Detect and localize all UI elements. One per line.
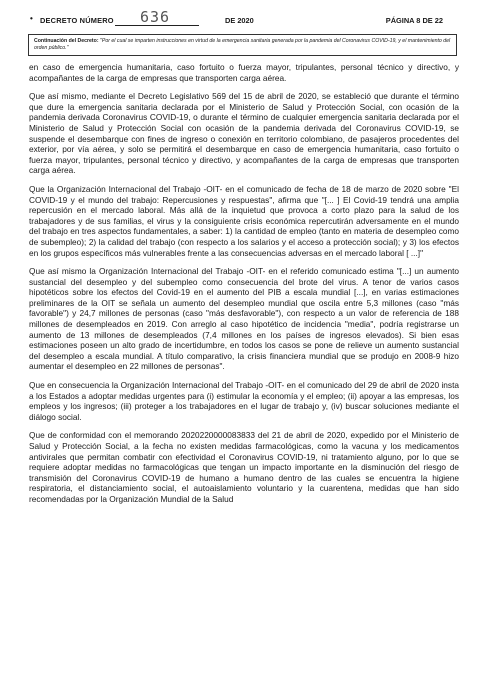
decree-year: DE 2020 — [225, 16, 254, 25]
paragraph: Que la Organización Internacional del Trabajo -OIT- en el comunicado de fecha de 18 de marzo de 2020 sobre "El COVID-19 y el mundo del trabajo: Repercusiones y respuestas", afirma que "[... ] El Covid-19 tendrá una amplia repercusión en el mercado laboral. Más allá de la inquietud que provoca a corto plazo para la salud de los trabajadores y de sus familias, el virus y la consiguiente crisis económica repercutirán adversamente en el mundo del trabajo en tres aspectos fundamentales, a saber: 1) la cantidad de empleo (tanto en materia de desempleo como de subempleo); 2) la calidad del trabajo (con respecto a los salarios y el acceso a protección social); y 3) los efectos en los grupos específicos más vulnerables frente a las consecuencias adversas en el mercado laboral [ ...]" — [29, 183, 459, 258]
paragraph: Que así mismo, mediante el Decreto Legislativo 569 del 15 de abril de 2020, se estableció que durante el término que dure la emergencia sanitaria declarada por el Ministerio de Salud y Protección Social, con ocasión de la pandemia derivada Coronavirus COVID-19, o durante el término de cualquier emergencia sanitaria declarada por el Ministerio de Salud y Protección Social con ocasión de la pandemia derivada del Coronavirus COVID-19, se suspende el desembarque con fines de ingreso o conexión en territorio colombiano, de pasajeros procedentes del exterior, por vía aérea, y solo se permitirá el desembarque en caso de emergencia humanitaria, caso fortuito o fuerza mayor, tripulantes, personal técnico y directivo, y acompañantes de la carga de empresas que transporten carga aérea. — [29, 91, 459, 176]
paragraph: Que de conformidad con el memorando 2020220000083833 del 21 de abril de 2020, expedido por el Ministerio de Salud y Protección Social, a la fecha no existen medidas farmacológicas, como la vacuna y los medicamentos antivirales que permitan combatir con efectividad el Coronavirus COVID-19, ni tratamiento alguno, por lo que se requiere adoptar medidas no farmacológicas que tengan un impacto importante en la disminución del riesgo de transmisión del Coronavirus COVID-19 de humano a humano dentro de las cuales se encuentra la higiene respiratoria, el distanciamiento social, el autoaislamiento voluntario y la cuarentena, medidas que han sido recomendadas por la Organización Mundial de la Salud — [29, 430, 459, 504]
bullet-mark: • — [30, 14, 33, 23]
continuation-box — [28, 34, 457, 56]
paragraph: Que en consecuencia la Organización Internacional del Trabajo -OIT- en el comunicado del 29 de abril de 2020 insta a los Estados a adoptar medidas urgentes para (i) estimular la economía y el empleo; (ii) apoyar a las empresas, los empleos y los ingresos; (iii) proteger a los trabajadores en el lugar de trabajo y, (iv) buscar soluciones mediante el diálogo social. — [29, 380, 459, 422]
document-body — [29, 62, 459, 675]
decree-number: 636 — [140, 8, 171, 26]
paragraph: en caso de emergencia humanitaria, caso fortuito o fuerza mayor, tripulantes, personal técnico y directivo, y acompañantes de la carga de empresas que transporten carga aérea. — [29, 62, 459, 83]
continuation-text: "Por el cual se imparten instrucciones en virtud de la emergencia sanitaria generada por la pandemia del Coronavirus COVID-19, y el mantenimiento del orden público." — [34, 38, 451, 51]
page-number: PÁGINA 8 DE 22 — [385, 16, 443, 25]
paragraph: Que así mismo la Organización Internacional del Trabajo -OIT- en el referido comunicado estima "[...] un aumento sustancial del desempleo y del subempleo como consecuencia del brote del virus. A tenor de varios casos hipotéticos sobre los efectos del Covid-19 en el aumento del PIB a escala mundial [...], en varias estimaciones preliminares de la OIT se señala un aumento del desempleo mundial que oscila entre 5,3 millones (caso "más favorable") y 24,7 millones de personas (caso "más desfavorable"), con respecto a un valor de referencia de 188 millones de desempleados en 2019. Con arreglo al caso hipotético de incidencia "media", podría registrarse un aumento de 13 millones de desempleados (7,4 millones en los países de ingresos elevados). Si bien esas estimaciones poseen un alto grado de incertidumbre, en todos los casos se pone de relieve un aumento sustancial del desempleo a escala mundial. A título comparativo, la crisis financiera mundial que se produjo en 2008-9 hizo aumentar el desempleo en 22 millones de personas". — [29, 266, 459, 372]
continuation-prefix: Continuación del Decreto: — [34, 38, 99, 44]
decree-number-label: DECRETO NÚMERO — [40, 16, 114, 25]
page-header — [20, 6, 463, 32]
